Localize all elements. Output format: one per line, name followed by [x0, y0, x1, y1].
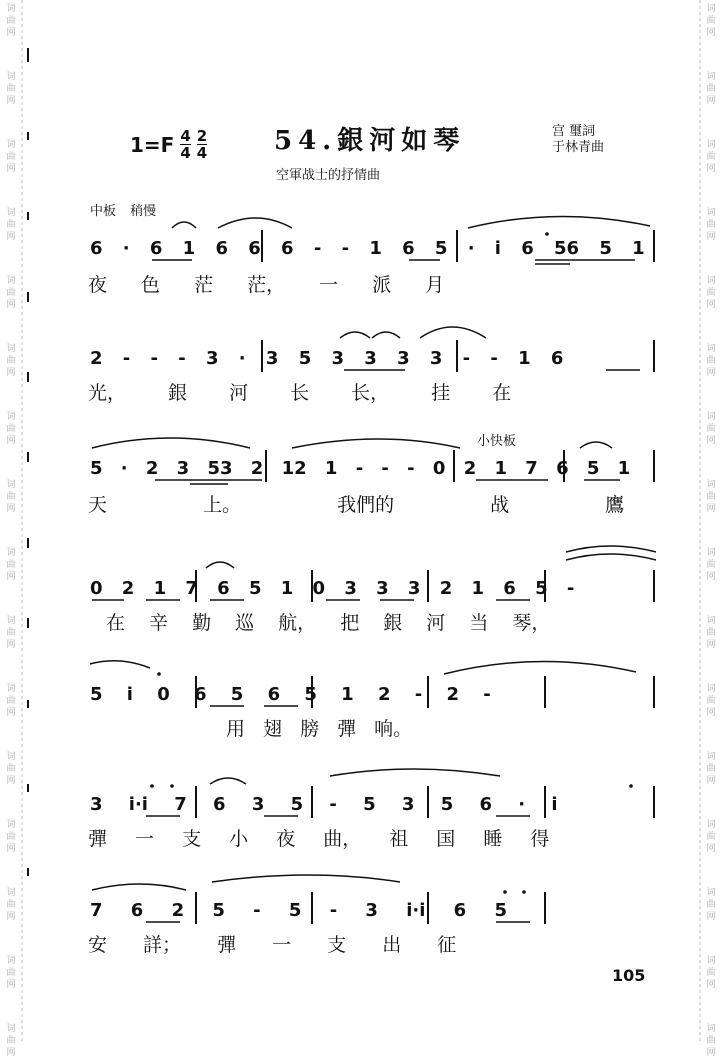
watermark-char: 网 [6, 436, 16, 446]
watermark-char: 曲 [706, 764, 716, 774]
watermark-char: 曲 [706, 492, 716, 502]
watermark-char: 词 [6, 1024, 16, 1034]
lyric-row-3: 天 上。 我們的 战 鷹 [88, 494, 625, 516]
notation-row-4: 0 2 1 7 6 5 1 0 3 3 3 2 1 6 5 - [90, 578, 575, 599]
watermark-char: 网 [706, 640, 716, 650]
watermark-char: 词 [6, 276, 16, 286]
watermark-char: 词 [6, 140, 16, 150]
watermark-char: 词 [706, 752, 716, 762]
watermark-char: 网 [6, 96, 16, 106]
lyric-row-4: 在 辛 勤 巡 航， 把 銀 河 当 琴， [106, 612, 551, 634]
watermark-char: 曲 [706, 832, 716, 842]
notation-row-7: 7 6 2 5 - 5 - 3 i·i 6 5 [90, 900, 507, 921]
watermark-char: 网 [706, 164, 716, 174]
watermark-char: 曲 [6, 16, 16, 26]
watermark-char: 网 [706, 96, 716, 106]
song-subtitle: 空軍战士的抒情曲 [276, 168, 381, 183]
lyric-row-2: 光， 銀 河 长 长， 挂 在 [88, 382, 512, 404]
watermark-char: 词 [706, 616, 716, 626]
watermark-char: 网 [706, 776, 716, 786]
watermark-char: 词 [706, 1024, 716, 1034]
watermark-char: 网 [6, 164, 16, 174]
watermark-char: 词 [6, 956, 16, 966]
watermark-char: 曲 [6, 220, 16, 230]
watermark-char: 曲 [706, 628, 716, 638]
lyric-row-5: 用 翅 膀 彈 响。 [226, 718, 413, 740]
watermark-char: 词 [706, 276, 716, 286]
watermark-char: 网 [6, 300, 16, 310]
watermark-char: 网 [706, 572, 716, 582]
watermark-char: 词 [6, 548, 16, 558]
watermark-char: 曲 [6, 764, 16, 774]
tempo-marking: 中板 稍慢 [90, 204, 157, 219]
watermark-char: 网 [706, 504, 716, 514]
lyric-row-6: 彈 一 支 小 夜 曲， 祖 国 睡 得 [88, 828, 550, 850]
watermark-char: 网 [706, 28, 716, 38]
watermark-char: 网 [706, 436, 716, 446]
watermark-char: 词 [6, 820, 16, 830]
watermark-char: 曲 [6, 1036, 16, 1046]
watermark-char: 曲 [706, 968, 716, 978]
watermark-char: 词 [6, 412, 16, 422]
watermark-char: 曲 [706, 900, 716, 910]
watermark-char: 曲 [6, 628, 16, 638]
notation-row-2: 2 - - - 3 · 3 5 3 3 3 3 - - 1 6 [90, 348, 564, 369]
watermark-char: 曲 [706, 84, 716, 94]
watermark-char: 词 [706, 72, 716, 82]
watermark-char: 词 [706, 684, 716, 694]
composer-credit: 于林青曲 [552, 140, 605, 155]
watermark-char: 网 [706, 912, 716, 922]
watermark-char: 网 [706, 368, 716, 378]
watermark-char: 曲 [6, 832, 16, 842]
notation-row-5: 5 i 0 6 5 6 5 1 2 - 2 - [90, 684, 491, 705]
watermark-char: 词 [6, 480, 16, 490]
watermark-char: 网 [6, 776, 16, 786]
watermark-char: 曲 [706, 220, 716, 230]
watermark-char: 曲 [706, 560, 716, 570]
watermark-char: 词 [6, 72, 16, 82]
watermark-char: 词 [706, 208, 716, 218]
page-number: 105 [612, 966, 646, 985]
watermark-char: 词 [706, 820, 716, 830]
watermark-char: 词 [706, 548, 716, 558]
watermark-char: 网 [6, 368, 16, 378]
watermark-char: 网 [6, 844, 16, 854]
watermark-char: 网 [706, 232, 716, 242]
watermark-char: 曲 [706, 696, 716, 706]
watermark-char: 词 [6, 752, 16, 762]
watermark-char: 曲 [706, 1036, 716, 1046]
watermark-char: 曲 [706, 356, 716, 366]
watermark-char: 网 [6, 980, 16, 990]
lyric-row-1: 夜 色 茫 茫， 一 派 月 [88, 274, 445, 296]
watermark-char: 网 [706, 980, 716, 990]
tempo-change-marking: 小快板 [477, 434, 517, 449]
watermark-char: 曲 [6, 288, 16, 298]
watermark-char: 曲 [6, 560, 16, 570]
watermark-char: 词 [6, 888, 16, 898]
lyricist-credit: 宫 璽詞 [552, 124, 596, 139]
watermark-char: 曲 [6, 900, 16, 910]
watermark-char: 曲 [6, 968, 16, 978]
notation-row-6: 3 i·i 7 6 3 5 - 5 3 5 6 · i [90, 794, 558, 815]
watermark-char: 曲 [706, 152, 716, 162]
watermark-char: 网 [6, 232, 16, 242]
watermark-char: 曲 [6, 492, 16, 502]
watermark-char: 词 [706, 888, 716, 898]
time-signature-4-4: $\frac{4}{4}$ [180, 127, 191, 162]
watermark-char: 网 [6, 640, 16, 650]
watermark-char: 网 [6, 28, 16, 38]
watermark-char: 曲 [6, 424, 16, 434]
watermark-char: 词 [706, 344, 716, 354]
watermark-char: 词 [6, 684, 16, 694]
watermark-char: 网 [6, 708, 16, 718]
watermark-char: 词 [706, 4, 716, 14]
key-signature: 1=F $\frac{4}{4}$ $\frac{2}{4}$ [130, 127, 208, 162]
watermark-char: 网 [6, 1048, 16, 1058]
watermark-char: 网 [706, 300, 716, 310]
watermark-char: 曲 [706, 16, 716, 26]
watermark-char: 网 [706, 1048, 716, 1058]
watermark-char: 曲 [706, 424, 716, 434]
watermark-char: 词 [706, 480, 716, 490]
watermark-char: 词 [6, 208, 16, 218]
watermark-char: 曲 [6, 356, 16, 366]
watermark-char: 曲 [6, 84, 16, 94]
song-title: 54.銀河如琴 [274, 126, 466, 156]
watermark-char: 网 [706, 708, 716, 718]
watermark-char: 网 [6, 912, 16, 922]
watermark-char: 曲 [6, 696, 16, 706]
watermark-char: 网 [706, 844, 716, 854]
watermark-char: 网 [6, 572, 16, 582]
notation-row-1: 6 · 6 1 6 6 6 - - 1 6 5 · i 6 56 5 1 [90, 238, 645, 259]
watermark-char: 词 [6, 4, 16, 14]
watermark-char: 曲 [6, 152, 16, 162]
watermark-char: 网 [6, 504, 16, 514]
time-signature-2-4: $\frac{2}{4}$ [196, 127, 208, 162]
watermark-char: 词 [6, 344, 16, 354]
watermark-char: 曲 [706, 288, 716, 298]
watermark-char: 词 [706, 412, 716, 422]
watermark-char: 词 [6, 616, 16, 626]
lyric-row-7: 安 詳； 彈 一 支 出 征 [88, 934, 457, 956]
notation-row-3: 5 · 2 3 53 2 12 1 - - - 0 2 1 7 6 5 1 [90, 458, 631, 479]
watermark-char: 词 [706, 140, 716, 150]
watermark-char: 词 [706, 956, 716, 966]
